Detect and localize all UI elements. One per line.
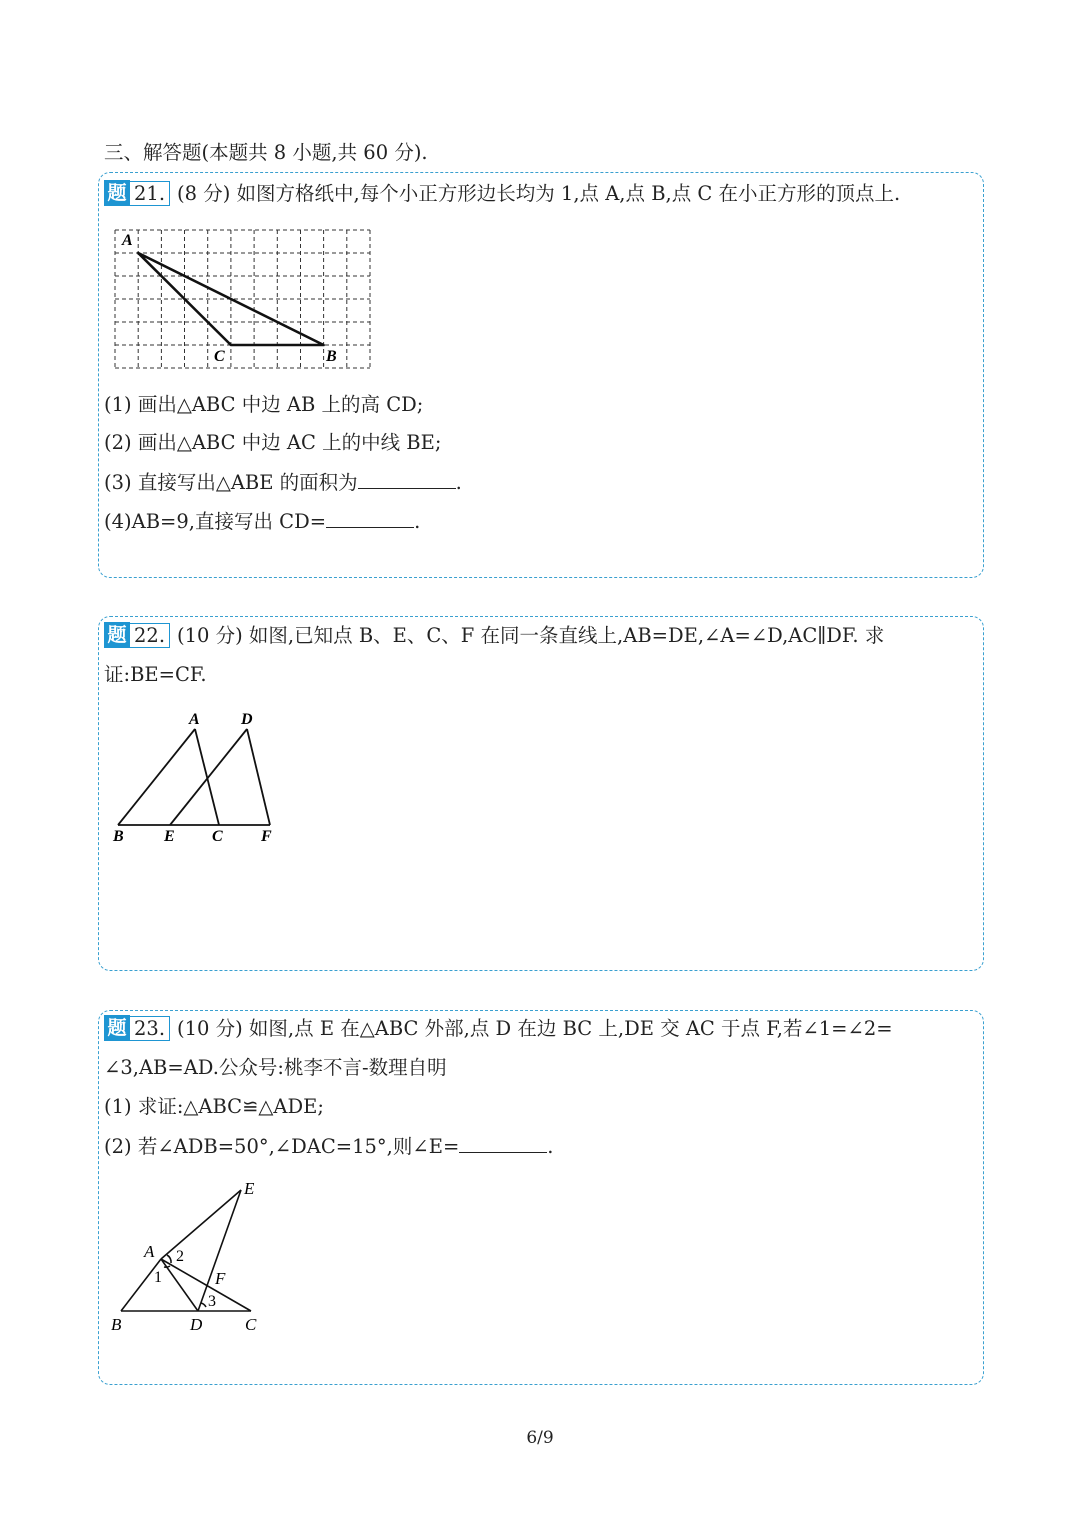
q22-label-f: F (261, 828, 272, 845)
answer-blank[interactable] (326, 511, 414, 528)
q22-stem-line1: (10 分) 如图,已知点 B、E、C、F 在同一条直线上,AB=DE,∠A=∠D,AC∥DF. 求 (177, 624, 885, 647)
question-22-tag (104, 622, 170, 648)
question-number: 23. (130, 1016, 170, 1041)
q22-label-b: B (113, 828, 124, 845)
q21-label-b: B (326, 348, 337, 365)
q23-label-c: C (245, 1315, 257, 1334)
question-tag-icon: 题 (104, 1015, 130, 1041)
q21-sub1: (1) 画出△ABC 中边 AB 上的高 CD; (104, 393, 424, 416)
answer-blank[interactable] (459, 1136, 547, 1153)
question-tag-icon: 题 (104, 180, 130, 206)
page-number: 6/9 (526, 1428, 554, 1448)
question-tag-icon: 题 (104, 622, 130, 648)
question-number: 22. (130, 623, 170, 648)
q23-sub2: (2) 若∠ADB=50°,∠DAC=15°,则∠E= (104, 1135, 460, 1158)
question-21-tag (104, 180, 170, 206)
q21-sub4-line (104, 511, 420, 532)
q23-angle-3: 3 (208, 1293, 216, 1310)
q23-stem-line2: ∠3,AB=AD.公众号:桃李不言-数理自明 (104, 1056, 447, 1079)
q23-sub2-line (104, 1136, 554, 1157)
q22-figure (108, 705, 283, 847)
q22-label-d: D (241, 711, 253, 728)
q21-sub3-line (104, 472, 462, 493)
q21-grid-figure (110, 225, 375, 373)
question-23-tag (104, 1015, 170, 1041)
q23-label-d: D (190, 1315, 203, 1334)
q21-stem: (8 分) 如图方格纸中,每个小正方形边长均为 1,点 A,点 B,点 C 在小正方形的顶点上. (177, 182, 901, 205)
q23-stem-line1: (10 分) 如图,点 E 在△ABC 外部,点 D 在边 BC 上,DE 交 AC 于点 F,若∠1=∠2= (177, 1017, 893, 1040)
q23-label-e: E (244, 1179, 255, 1198)
q21-sub3: (3) 直接写出△ABE 的面积为 (104, 471, 358, 494)
q22-label-a: A (189, 711, 200, 728)
q22-stem-line2: 证:BE=CF. (104, 663, 207, 686)
section-heading: 三、解答题(本题共 8 小题,共 60 分). (104, 141, 428, 164)
q23-angle-1: 1 (154, 1269, 162, 1286)
question-number: 21. (130, 181, 170, 206)
q23-figure (104, 1172, 279, 1342)
q23-label-f: F (215, 1269, 226, 1288)
q23-label-b: B (111, 1315, 122, 1334)
q22-label-e: E (164, 828, 175, 845)
q21-sub2: (2) 画出△ABC 中边 AC 上的中线 BE; (104, 431, 442, 454)
answer-blank[interactable] (358, 472, 456, 489)
q21-sub4-end: . (414, 510, 421, 533)
q21-sub3-end: . (455, 471, 462, 494)
q21-sub4: (4)AB=9,直接写出 CD= (104, 510, 327, 533)
q23-sub1: (1) 求证:△ABC≌△ADE; (104, 1095, 324, 1118)
q22-label-c: C (212, 828, 223, 845)
q23-sub2-end: . (547, 1135, 554, 1158)
q21-label-a: A (122, 232, 133, 249)
q21-label-c: C (214, 348, 225, 365)
q23-label-a: A (144, 1242, 155, 1261)
q23-angle-2: 2 (176, 1248, 184, 1265)
